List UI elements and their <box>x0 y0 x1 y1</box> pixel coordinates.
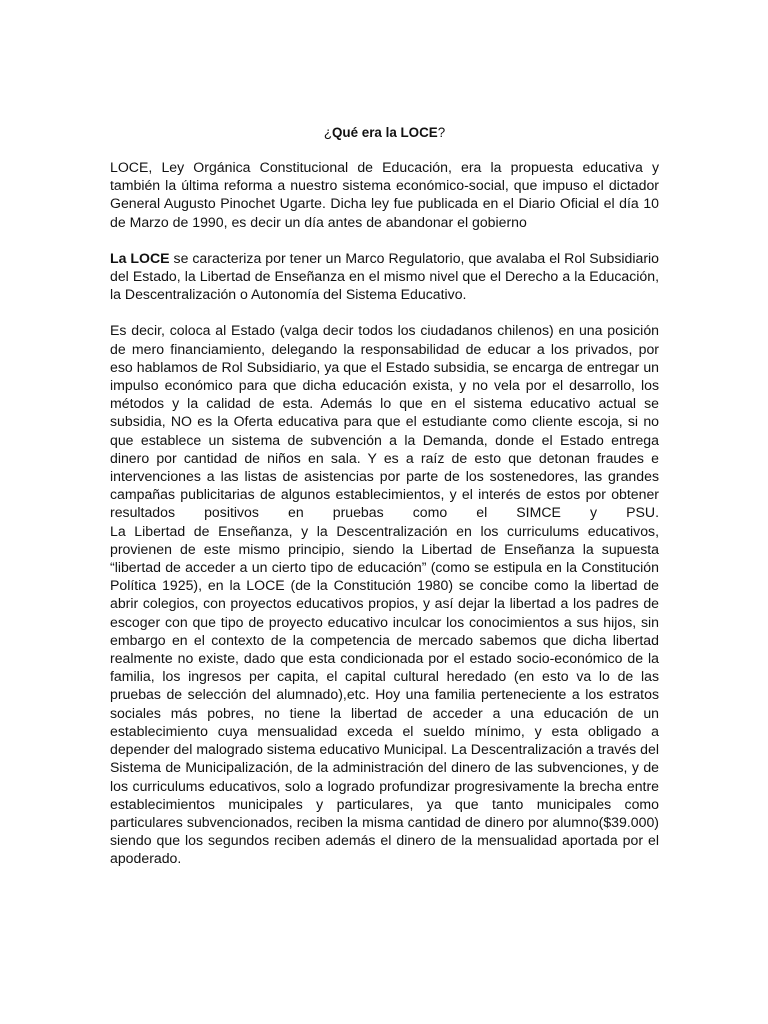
title-bold: Qué era la LOCE <box>332 125 438 140</box>
paragraph-text: LOCE, Ley Orgánica Constitucional de Educación, era la propuesta educativa y también la última reforma a nuestro sistema económico-social, que impuso el dictador General Augusto Pinochet Ugarte. Dicha ley fue publicada en el Diario Oficial el día 10 de Marzo de 1990, es decir un día antes de abandonar el gobierno <box>110 159 659 230</box>
paragraph-lead: La LOCE <box>110 249 170 266</box>
document-body <box>110 124 659 886</box>
title-prefix: ¿ <box>323 125 333 140</box>
paragraph-es-decir <box>110 321 659 867</box>
document-title <box>110 124 659 142</box>
paragraph-text: se caracteriza por tener un Marco Regulatorio, que avalaba el Rol Subsidiario del Estado, la Libertad de Enseñanza en el mismo nivel que el Derecho a la Educación, la Descentralización o Autonomía del Sistema Educativo. <box>110 249 659 303</box>
paragraph-loce <box>110 249 659 304</box>
paragraph-intro <box>110 158 659 231</box>
paragraph-continuation: La Libertad de Enseñanza, y la Descentralización en los curriculums educativos, provienen de este mismo principio, siendo la Libertad de Enseñanza la supuesta “libertad de acceder a un cierto tipo de educación” (como se estipula en la Constitución Política 1925), en la LOCE (de la Constitución 1980) se concibe como la libertad de abrir colegios, con proyectos educativos propios, y así dejar la libertad a los padres de escoger con que tipo de proyecto educativo inculcar los conocimientos a sus hijos, sin embargo en el contexto de la competencia de mercado sabemos que dicha libertad realmente no existe, dado que esta condicionada por el estado socio-económico de la familia, los ingresos per capita, el capital cultural heredado (en esto va lo de las pruebas de selección del alumnado),etc. Hoy una familia perteneciente a los estratos sociales más pobres, no tiene la libertad de acceder a una educación de un establecimiento cuya mensualidad exceda el sueldo mínimo, y esta obligado a depender del malogrado sistema educativo Municipal. La Descentralización a través del Sistema de Municipalización, de la administración del dinero de las subvenciones, y de los curriculums educativos, solo a logrado profundizar progresivamente la brecha entre establecimientos municipales y particulares, ya que tanto municipales como particulares subvencionados, reciben la misma cantidad de dinero por alumno($39.000) siendo que los segundos reciben además el dinero de la mensualidad aportada por el apoderado. <box>110 522 659 867</box>
title-suffix: ? <box>437 125 446 140</box>
paragraph-text: Es decir, coloca al Estado (valga decir todos los ciudadanos chilenos) en una posición de mero financiamiento, delegando la responsabilidad de educar a los privados, por eso hablamos de Rol Subsidiario, ya que el Estado subsidia, se encarga de entregar un impulso económico para que dicha educación exista, y no vela por el desarrollo, los métodos y la calidad de esta. Además lo que en el sistema educativo actual se subsidia, NO es la Oferta educativa para que el estudiante como cliente escoja, si no que establece un sistema de subvención a la Demanda, donde el Estado entrega dinero por cantidad de niños en sala. Y es a raíz de esto que detonan fraudes e intervenciones a las listas de asistencias por parte de los sostenedores, las grandes campañas publicitarias de algunos establecimientos, y el interés de estos por obtener resultados positivos en pruebas como el SIMCE y PSU. <box>110 322 659 521</box>
